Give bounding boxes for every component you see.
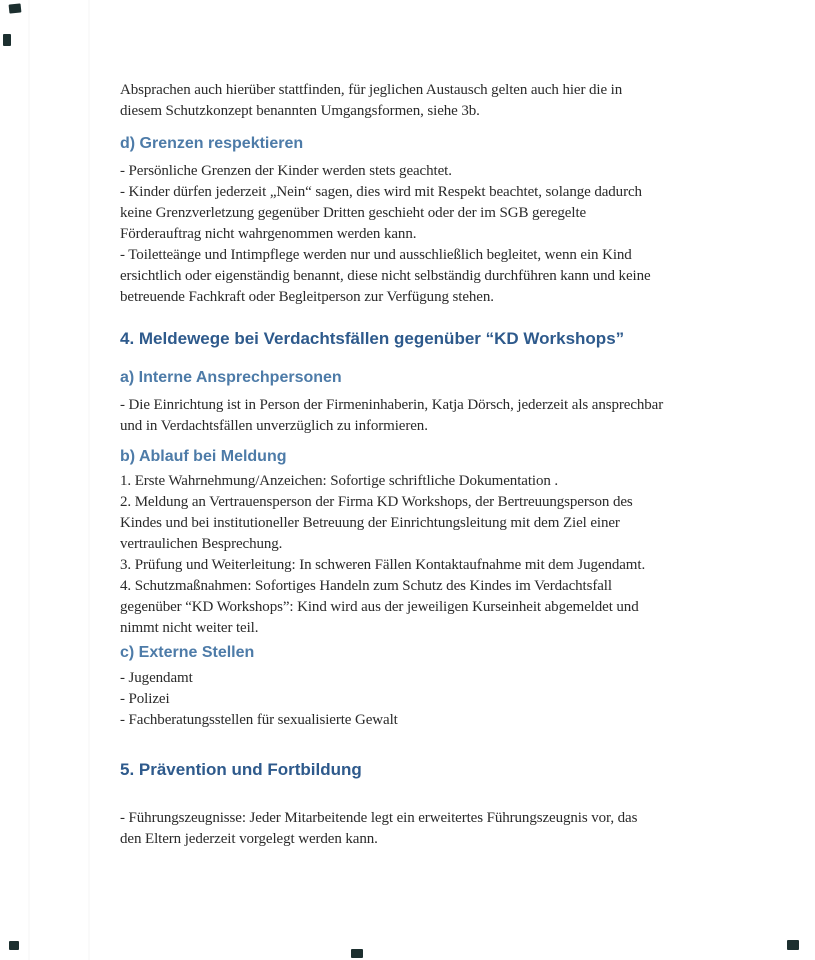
- scan-artifact-bottom-right: [787, 940, 799, 950]
- text-line: keine Grenzverletzung gegenüber Dritten geschieht oder der im SGB geregelte: [120, 205, 587, 221]
- scan-artifact-top-left: [9, 3, 22, 13]
- subheading-ablauf-bei-meldung: b) Ablauf bei Meldung: [120, 448, 287, 465]
- externe-list: [120, 668, 710, 731]
- text-line: Förderauftrag nicht wahrgenommen werden kann.: [120, 226, 417, 242]
- scan-artifact-left: [3, 34, 11, 46]
- scan-artifact-bottom-center: [351, 949, 363, 958]
- text-line: gegenüber “KD Workshops”: Kind wird aus der jeweiligen Kurseinheit abgemeldet und: [120, 599, 639, 615]
- text-line: 1. Erste Wahrnehmung/Anzeichen: Sofortige schriftliche Dokumentation .: [120, 473, 559, 489]
- text-line: ersichtlich oder eigenständig benannt, diese nicht selbständig durchführen kann und keine: [120, 268, 651, 284]
- scan-streak: [88, 0, 90, 960]
- grenzen-paragraph: [120, 161, 710, 308]
- text-line: - Persönliche Grenzen der Kinder werden stets geachtet.: [120, 163, 452, 179]
- scan-artifact-bottom-left: [9, 941, 19, 950]
- text-line: 3. Prüfung und Weiterleitung: In schweren Fällen Kontaktaufnahme mit dem Jugendamt.: [120, 557, 646, 573]
- ablauf-paragraph: [120, 471, 710, 639]
- intro-paragraph: [120, 80, 710, 122]
- text-line: und in Verdachtsfällen unverzüglich zu informieren.: [120, 418, 428, 434]
- text-line: den Eltern jederzeit vorgelegt werden kann.: [120, 831, 378, 847]
- text-line: - Jugendamt: [120, 670, 193, 686]
- text-line: Absprachen auch hierüber stattfinden, für jeglichen Austausch gelten auch hier die in: [120, 82, 623, 98]
- text-line: - Fachberatungsstellen für sexualisierte Gewalt: [120, 712, 398, 728]
- text-line: vertraulichen Besprechung.: [120, 536, 283, 552]
- subheading-grenzen-respektieren: d) Grenzen respektieren: [120, 135, 304, 152]
- text-line: betreuende Fachkraft oder Begleitperson zur Verfügung stehen.: [120, 289, 494, 305]
- text-line: - Kinder dürfen jederzeit „Nein“ sagen, dies wird mit Respekt beachtet, solange dadurch: [120, 184, 642, 200]
- text-line: 4. Schutzmaßnahmen: Sofortiges Handeln zum Schutz des Kindes im Verdachtsfall: [120, 578, 612, 594]
- text-line: Kindes und bei institutioneller Betreuung der Einrichtungsleitung mit dem Ziel einer: [120, 515, 620, 531]
- subheading-externe-stellen: c) Externe Stellen: [120, 644, 255, 661]
- text-line: 2. Meldung an Vertrauensperson der Firma KD Workshops, der Bertreuungsperson des: [120, 494, 633, 510]
- text-line: - Führungszeugnisse: Jeder Mitarbeitende legt ein erweitertes Führungszeugnis vor, das: [120, 810, 638, 826]
- text-line: - Polizei: [120, 691, 170, 707]
- scan-streak: [28, 0, 30, 960]
- text-line: nimmt nicht weiter teil.: [120, 620, 259, 636]
- section-heading-praevention: 5. Prävention und Fortbildung: [120, 760, 362, 779]
- praevention-paragraph: [120, 808, 710, 850]
- text-line: - Toiletteänge und Intimpflege werden nur und ausschließlich begleitet, wenn ein Kind: [120, 247, 632, 263]
- section-heading-meldewege: 4. Meldewege bei Verdachtsfällen gegenüber “KD Workshops”: [120, 329, 625, 348]
- interne-paragraph: [120, 395, 710, 437]
- subheading-interne-ansprechpersonen: a) Interne Ansprechpersonen: [120, 369, 342, 386]
- text-line: - Die Einrichtung ist in Person der Firmeninhaberin, Katja Dörsch, jederzeit als ansprechbar: [120, 397, 664, 413]
- text-line: diesem Schutzkonzept benannten Umgangsformen, siehe 3b.: [120, 103, 480, 119]
